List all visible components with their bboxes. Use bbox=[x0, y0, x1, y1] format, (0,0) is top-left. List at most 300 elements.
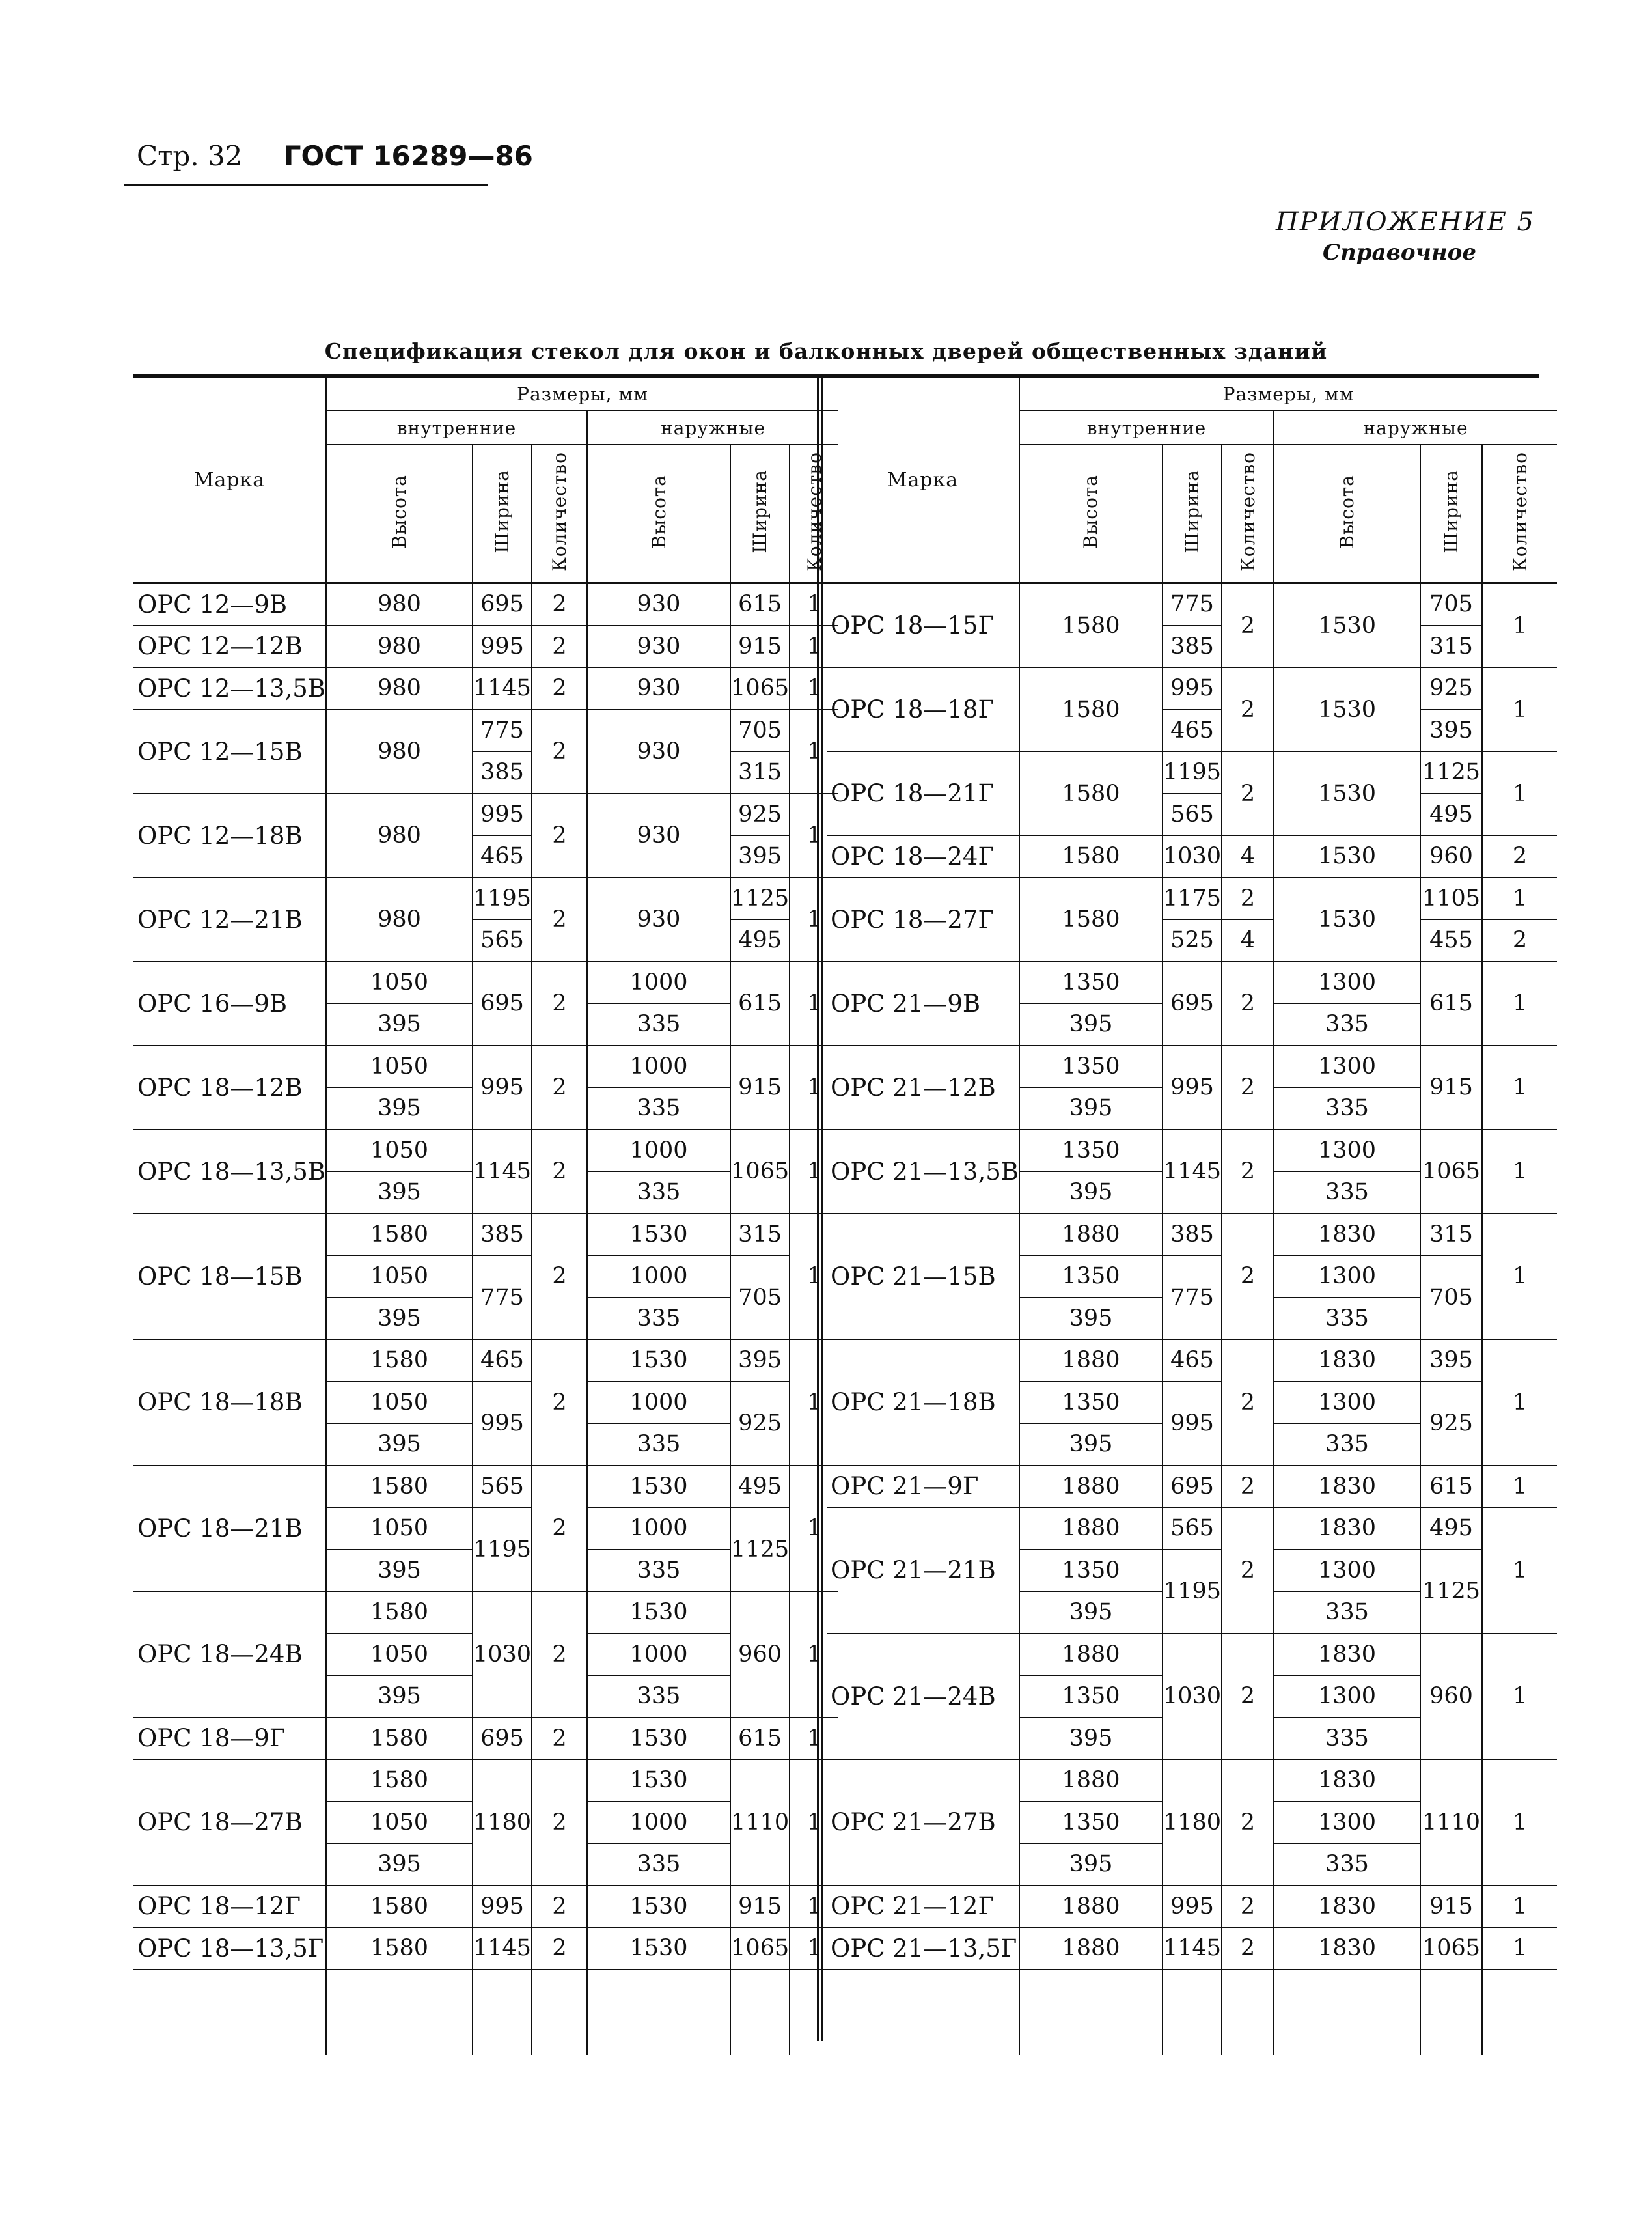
cell-ih: 1050 bbox=[326, 1046, 473, 1088]
cell-oh: 1530 bbox=[1274, 751, 1420, 835]
cell-ih: 1050 bbox=[326, 962, 473, 1004]
cell-ow: 925 bbox=[730, 1382, 790, 1466]
page-label: Стр. 32 bbox=[137, 140, 243, 172]
cell-iw: 565 bbox=[473, 1466, 532, 1508]
cell-oh: 930 bbox=[587, 710, 730, 794]
cell-oh: 335 bbox=[1274, 1298, 1420, 1340]
cell-iw: 1180 bbox=[1163, 1759, 1222, 1886]
cell-ow: 915 bbox=[1420, 1046, 1482, 1130]
cell-iw: 995 bbox=[473, 794, 532, 836]
cell-oh: 1830 bbox=[1274, 1214, 1420, 1256]
table-row bbox=[827, 1130, 1557, 1172]
cell-oh: 1530 bbox=[587, 1718, 730, 1760]
cell-iw: 465 bbox=[1163, 710, 1222, 752]
cell-ow: 1065 bbox=[730, 1927, 790, 1970]
cell-oh: 1530 bbox=[1274, 835, 1420, 878]
cell-ow: 495 bbox=[730, 1466, 790, 1508]
cell-oh: 930 bbox=[587, 667, 730, 710]
row-marka: ОРС 18—9Г bbox=[133, 1718, 326, 1760]
cell-ow: 395 bbox=[730, 835, 790, 878]
cell-ic: 2 bbox=[1222, 878, 1274, 920]
row-marka: ОРС 21—12Г bbox=[827, 1886, 1019, 1928]
cell-ow: 925 bbox=[1420, 667, 1482, 710]
empty-cell bbox=[532, 1970, 587, 2055]
cell-oh: 1000 bbox=[587, 1507, 730, 1550]
cell-oh: 1530 bbox=[587, 1339, 730, 1382]
cell-iw: 1145 bbox=[473, 667, 532, 710]
cell-oh: 1830 bbox=[1274, 1759, 1420, 1802]
cell-ic: 2 bbox=[532, 1591, 587, 1718]
cell-oc: 1 bbox=[790, 710, 838, 794]
table-row bbox=[827, 1046, 1557, 1088]
cell-oh: 335 bbox=[1274, 1718, 1420, 1760]
header-marka: Марка bbox=[827, 378, 1019, 583]
cell-ow: 1110 bbox=[730, 1759, 790, 1886]
table-row bbox=[133, 583, 838, 626]
cell-ih: 395 bbox=[326, 1423, 473, 1466]
cell-oc: 1 bbox=[790, 1591, 838, 1718]
cell-ic: 2 bbox=[532, 1759, 587, 1886]
cell-ih: 1350 bbox=[1019, 1550, 1163, 1592]
cell-ow: 495 bbox=[1420, 1507, 1482, 1550]
cell-ow: 1065 bbox=[1420, 1130, 1482, 1214]
row-marka: ОРС 18—21Г bbox=[827, 751, 1019, 835]
cell-oh: 1300 bbox=[1274, 1675, 1420, 1718]
cell-ih: 980 bbox=[326, 583, 473, 626]
cell-ow: 1125 bbox=[1420, 751, 1482, 794]
cell-ic: 2 bbox=[532, 1718, 587, 1760]
cell-iw: 695 bbox=[473, 1718, 532, 1760]
cell-oc: 2 bbox=[1482, 835, 1557, 878]
cell-ih: 1880 bbox=[1019, 1886, 1163, 1928]
cell-oh: 1830 bbox=[1274, 1927, 1420, 1970]
table-row bbox=[827, 1634, 1557, 1676]
empty-cell bbox=[587, 1970, 730, 2055]
cell-oh: 1530 bbox=[1274, 667, 1420, 751]
cell-iw: 465 bbox=[1163, 1339, 1222, 1382]
appendix-sub: Справочное bbox=[1323, 240, 1476, 266]
empty-cell bbox=[1274, 1970, 1420, 2055]
cell-iw: 1145 bbox=[1163, 1927, 1222, 1970]
cell-oh: 930 bbox=[587, 583, 730, 626]
row-marka: ОРС 18—24Г bbox=[827, 835, 1019, 878]
cell-ow: 705 bbox=[730, 1255, 790, 1339]
header-inner: внутренние bbox=[326, 411, 587, 445]
cell-oh: 1830 bbox=[1274, 1634, 1420, 1676]
table-row bbox=[827, 751, 1557, 794]
table-row bbox=[133, 1339, 838, 1382]
cell-oc: 1 bbox=[790, 794, 838, 878]
cell-ih: 1350 bbox=[1019, 1382, 1163, 1424]
cell-iw: 695 bbox=[473, 962, 532, 1046]
cell-ow: 1105 bbox=[1420, 878, 1482, 920]
table-row bbox=[133, 1718, 838, 1760]
empty-cell bbox=[326, 1970, 473, 2055]
cell-oc: 1 bbox=[1482, 1466, 1557, 1508]
cell-oh: 335 bbox=[587, 1675, 730, 1718]
table-row bbox=[133, 1466, 838, 1508]
cell-oh: 335 bbox=[587, 1423, 730, 1466]
cell-ih: 1050 bbox=[326, 1130, 473, 1172]
cell-iw: 525 bbox=[1163, 919, 1222, 962]
empty-cell bbox=[827, 1970, 1019, 2055]
row-marka: ОРС 12—13,5В bbox=[133, 667, 326, 710]
cell-ih: 395 bbox=[1019, 1003, 1163, 1046]
cell-ih: 1880 bbox=[1019, 1466, 1163, 1508]
cell-ih: 1580 bbox=[326, 1339, 473, 1382]
cell-ow: 395 bbox=[1420, 710, 1482, 752]
cell-oh: 930 bbox=[587, 878, 730, 962]
cell-oc: 1 bbox=[790, 667, 838, 710]
cell-ow: 705 bbox=[1420, 1255, 1482, 1339]
cell-ih: 395 bbox=[1019, 1843, 1163, 1886]
cell-ow: 925 bbox=[1420, 1382, 1482, 1466]
cell-ow: 315 bbox=[730, 1214, 790, 1256]
cell-ih: 1350 bbox=[1019, 1255, 1163, 1298]
cell-ow: 455 bbox=[1420, 919, 1482, 962]
cell-iw: 695 bbox=[1163, 1466, 1222, 1508]
cell-ow: 1065 bbox=[1420, 1927, 1482, 1970]
cell-iw: 1030 bbox=[1163, 835, 1222, 878]
table-row bbox=[133, 962, 838, 1004]
row-marka: ОРС 18—12Г bbox=[133, 1886, 326, 1928]
cell-oh: 1530 bbox=[587, 1886, 730, 1928]
cell-oh: 1830 bbox=[1274, 1507, 1420, 1550]
header-height: Высота bbox=[1336, 474, 1358, 549]
cell-ih: 395 bbox=[326, 1087, 473, 1130]
cell-ih: 1580 bbox=[1019, 583, 1163, 668]
row-marka: ОРС 21—13,5Г bbox=[827, 1927, 1019, 1970]
row-marka: ОРС 12—9В bbox=[133, 583, 326, 626]
cell-oc: 1 bbox=[1482, 751, 1557, 835]
cell-ic: 2 bbox=[1222, 1886, 1274, 1928]
cell-iw: 1030 bbox=[473, 1591, 532, 1718]
empty-cell bbox=[730, 1970, 790, 2055]
cell-oh: 335 bbox=[1274, 1843, 1420, 1886]
cell-ih: 395 bbox=[326, 1675, 473, 1718]
header-outer: наружные bbox=[587, 411, 838, 445]
gost-number: ГОСТ 16289—86 bbox=[283, 140, 533, 172]
table-row bbox=[133, 794, 838, 836]
cell-iw: 565 bbox=[473, 919, 532, 962]
cell-ow: 615 bbox=[1420, 962, 1482, 1046]
cell-iw: 1145 bbox=[1163, 1130, 1222, 1214]
cell-oh: 335 bbox=[587, 1003, 730, 1046]
cell-ih: 1880 bbox=[1019, 1927, 1163, 1970]
row-marka: ОРС 21—21В bbox=[827, 1507, 1019, 1634]
cell-oh: 1300 bbox=[1274, 1046, 1420, 1088]
cell-ih: 395 bbox=[326, 1298, 473, 1340]
cell-ow: 315 bbox=[730, 751, 790, 794]
table-row bbox=[133, 1886, 838, 1928]
cell-ih: 395 bbox=[326, 1843, 473, 1886]
cell-ih: 395 bbox=[1019, 1423, 1163, 1466]
cell-iw: 775 bbox=[473, 710, 532, 752]
cell-oc: 1 bbox=[1482, 1927, 1557, 1970]
cell-ih: 980 bbox=[326, 667, 473, 710]
cell-oc: 1 bbox=[1482, 583, 1557, 668]
cell-ic: 2 bbox=[532, 583, 587, 626]
table-row bbox=[827, 1339, 1557, 1382]
cell-oh: 1300 bbox=[1274, 1802, 1420, 1844]
cell-ih: 1880 bbox=[1019, 1339, 1163, 1382]
appendix-label: ПРИЛОЖЕНИЕ 5 bbox=[1275, 207, 1535, 237]
cell-iw: 1145 bbox=[473, 1130, 532, 1214]
row-marka: ОРС 18—18В bbox=[133, 1339, 326, 1466]
cell-ic: 2 bbox=[532, 878, 587, 962]
cell-ih: 395 bbox=[326, 1003, 473, 1046]
header-sizes: Размеры, мм bbox=[1019, 378, 1557, 411]
header-count: Количество bbox=[549, 451, 571, 572]
cell-ih: 1580 bbox=[1019, 751, 1163, 835]
cell-oh: 1530 bbox=[587, 1466, 730, 1508]
cell-oh: 1530 bbox=[1274, 583, 1420, 668]
cell-ow: 315 bbox=[1420, 626, 1482, 668]
cell-iw: 565 bbox=[1163, 1507, 1222, 1550]
cell-oc: 1 bbox=[1482, 1046, 1557, 1130]
row-marka: ОРС 21—13,5В bbox=[827, 1130, 1019, 1214]
table-row bbox=[133, 1759, 838, 1802]
cell-ow: 1125 bbox=[1420, 1550, 1482, 1634]
cell-ic: 2 bbox=[1222, 667, 1274, 751]
cell-iw: 1195 bbox=[1163, 751, 1222, 794]
cell-oc: 1 bbox=[1482, 1886, 1557, 1928]
cell-ic: 2 bbox=[1222, 1130, 1274, 1214]
spec-table-right bbox=[827, 378, 1557, 2055]
cell-oh: 930 bbox=[587, 794, 730, 878]
cell-ih: 1580 bbox=[326, 1466, 473, 1508]
row-marka: ОРС 21—12В bbox=[827, 1046, 1019, 1130]
row-marka: ОРС 21—15В bbox=[827, 1214, 1019, 1340]
cell-ih: 980 bbox=[326, 626, 473, 668]
cell-ic: 2 bbox=[1222, 962, 1274, 1046]
cell-iw: 1195 bbox=[473, 878, 532, 920]
cell-ic: 2 bbox=[1222, 1339, 1274, 1466]
cell-oh: 1530 bbox=[1274, 878, 1420, 962]
cell-ih: 1350 bbox=[1019, 962, 1163, 1004]
cell-oc: 1 bbox=[790, 1339, 838, 1466]
cell-ih: 395 bbox=[326, 1171, 473, 1214]
cell-oh: 1530 bbox=[587, 1927, 730, 1970]
cell-ic: 2 bbox=[1222, 1214, 1274, 1340]
cell-iw: 995 bbox=[473, 1046, 532, 1130]
cell-ow: 615 bbox=[730, 1718, 790, 1760]
cell-ow: 615 bbox=[1420, 1466, 1482, 1508]
cell-ow: 495 bbox=[1420, 794, 1482, 836]
cell-oh: 1530 bbox=[587, 1214, 730, 1256]
cell-ow: 960 bbox=[730, 1591, 790, 1718]
cell-ih: 980 bbox=[326, 794, 473, 878]
cell-ic: 2 bbox=[532, 1130, 587, 1214]
cell-ih: 395 bbox=[1019, 1087, 1163, 1130]
cell-oh: 335 bbox=[1274, 1003, 1420, 1046]
cell-ih: 395 bbox=[1019, 1171, 1163, 1214]
header-marka: Марка bbox=[133, 378, 326, 583]
cell-iw: 995 bbox=[1163, 667, 1222, 710]
row-marka: ОРС 12—12В bbox=[133, 626, 326, 668]
cell-oc: 1 bbox=[1482, 1759, 1557, 1886]
row-marka: ОРС 18—21В bbox=[133, 1466, 326, 1592]
table-row bbox=[827, 583, 1557, 626]
cell-ow: 615 bbox=[730, 583, 790, 626]
table-row bbox=[133, 667, 838, 710]
cell-oc: 1 bbox=[790, 1718, 838, 1760]
empty-cell bbox=[1019, 1970, 1163, 2055]
cell-ih: 1580 bbox=[1019, 835, 1163, 878]
cell-oh: 1000 bbox=[587, 1382, 730, 1424]
page-title: Спецификация стекол для окон и балконных дверей общественных зданий bbox=[324, 339, 1328, 364]
table-row bbox=[133, 1214, 838, 1256]
table-row bbox=[827, 1927, 1557, 1970]
cell-ih: 1050 bbox=[326, 1634, 473, 1676]
table-row bbox=[827, 1886, 1557, 1928]
cell-oh: 1830 bbox=[1274, 1886, 1420, 1928]
cell-iw: 465 bbox=[473, 835, 532, 878]
cell-ih: 1050 bbox=[326, 1802, 473, 1844]
cell-ic: 2 bbox=[532, 710, 587, 794]
cell-ic: 2 bbox=[1222, 1466, 1274, 1508]
cell-iw: 995 bbox=[1163, 1046, 1222, 1130]
cell-ow: 915 bbox=[1420, 1886, 1482, 1928]
cell-ic: 2 bbox=[1222, 1634, 1274, 1760]
cell-ih: 395 bbox=[1019, 1591, 1163, 1634]
cell-iw: 1030 bbox=[1163, 1634, 1222, 1760]
cell-oh: 1000 bbox=[587, 1634, 730, 1676]
cell-iw: 1175 bbox=[1163, 878, 1222, 920]
cell-iw: 385 bbox=[473, 751, 532, 794]
cell-oh: 1300 bbox=[1274, 1255, 1420, 1298]
empty-cell bbox=[1222, 1970, 1274, 2055]
table-padding-row bbox=[133, 1970, 838, 2055]
cell-oh: 1830 bbox=[1274, 1339, 1420, 1382]
header-width: Ширина bbox=[491, 469, 513, 553]
cell-ih: 1580 bbox=[326, 1214, 473, 1256]
cell-ih: 1350 bbox=[1019, 1802, 1163, 1844]
table-row bbox=[133, 1927, 838, 1970]
empty-cell bbox=[1420, 1970, 1482, 2055]
cell-ih: 1880 bbox=[1019, 1507, 1163, 1550]
cell-ic: 4 bbox=[1222, 919, 1274, 962]
cell-ih: 1580 bbox=[1019, 878, 1163, 962]
cell-ow: 915 bbox=[730, 626, 790, 668]
header-height: Высота bbox=[388, 474, 410, 549]
cell-ow: 315 bbox=[1420, 1214, 1482, 1256]
cell-oh: 1300 bbox=[1274, 1130, 1420, 1172]
table-row bbox=[133, 878, 838, 920]
cell-oc: 1 bbox=[1482, 1339, 1557, 1466]
cell-ow: 705 bbox=[1420, 583, 1482, 626]
row-marka: ОРС 21—24В bbox=[827, 1634, 1019, 1760]
cell-ow: 960 bbox=[1420, 1634, 1482, 1760]
cell-oc: 1 bbox=[790, 962, 838, 1046]
header-rule bbox=[124, 184, 488, 186]
header-width: Ширина bbox=[1181, 469, 1203, 553]
cell-ih: 1050 bbox=[326, 1382, 473, 1424]
cell-ic: 2 bbox=[532, 1927, 587, 1970]
header-sizes: Размеры, мм bbox=[326, 378, 838, 411]
cell-ic: 2 bbox=[1222, 1046, 1274, 1130]
cell-oc: 1 bbox=[790, 1466, 838, 1592]
cell-iw: 995 bbox=[473, 626, 532, 668]
cell-ow: 1065 bbox=[730, 1130, 790, 1214]
cell-iw: 695 bbox=[473, 583, 532, 626]
cell-iw: 775 bbox=[1163, 583, 1222, 626]
header-width: Ширина bbox=[749, 469, 771, 553]
cell-oc: 1 bbox=[790, 583, 838, 626]
table-padding-row bbox=[827, 1970, 1557, 2055]
cell-oh: 1530 bbox=[587, 1591, 730, 1634]
cell-ow: 925 bbox=[730, 794, 790, 836]
table-row bbox=[827, 878, 1557, 920]
row-marka: ОРС 18—15В bbox=[133, 1214, 326, 1340]
cell-oh: 1530 bbox=[587, 1759, 730, 1802]
empty-cell bbox=[473, 1970, 532, 2055]
cell-iw: 995 bbox=[473, 1886, 532, 1928]
header-height: Высота bbox=[648, 474, 670, 549]
cell-oc: 1 bbox=[790, 1927, 838, 1970]
cell-iw: 465 bbox=[473, 1339, 532, 1382]
cell-oc: 1 bbox=[1482, 1634, 1557, 1760]
cell-ic: 2 bbox=[532, 1046, 587, 1130]
row-marka: ОРС 18—12В bbox=[133, 1046, 326, 1130]
cell-oh: 335 bbox=[587, 1550, 730, 1592]
cell-oh: 1000 bbox=[587, 1046, 730, 1088]
cell-ow: 915 bbox=[730, 1046, 790, 1130]
table-row bbox=[827, 667, 1557, 710]
table-row bbox=[133, 1130, 838, 1172]
cell-ow: 1125 bbox=[730, 1507, 790, 1591]
cell-oc: 1 bbox=[1482, 1214, 1557, 1340]
row-marka: ОРС 12—18В bbox=[133, 794, 326, 878]
cell-ih: 1580 bbox=[326, 1718, 473, 1760]
row-marka: ОРС 12—15В bbox=[133, 710, 326, 794]
table-row bbox=[827, 962, 1557, 1004]
cell-ic: 4 bbox=[1222, 835, 1274, 878]
row-marka: ОРС 18—24В bbox=[133, 1591, 326, 1718]
cell-ih: 1580 bbox=[326, 1886, 473, 1928]
header-inner: внутренние bbox=[1019, 411, 1274, 445]
cell-ih: 1580 bbox=[326, 1759, 473, 1802]
cell-ic: 2 bbox=[1222, 1759, 1274, 1886]
cell-ow: 615 bbox=[730, 962, 790, 1046]
table-body-right bbox=[827, 583, 1557, 2055]
cell-ih: 1050 bbox=[326, 1255, 473, 1298]
cell-oh: 1000 bbox=[587, 1255, 730, 1298]
cell-oc: 1 bbox=[1482, 1130, 1557, 1214]
cell-ow: 705 bbox=[730, 710, 790, 752]
cell-ih: 1580 bbox=[326, 1591, 473, 1634]
cell-oc: 1 bbox=[1482, 1507, 1557, 1634]
cell-oh: 1300 bbox=[1274, 1382, 1420, 1424]
cell-ic: 2 bbox=[1222, 583, 1274, 668]
cell-oc: 1 bbox=[790, 1130, 838, 1214]
cell-ih: 395 bbox=[326, 1550, 473, 1592]
cell-ic: 2 bbox=[1222, 1507, 1274, 1634]
row-marka: ОРС 12—21В bbox=[133, 878, 326, 962]
cell-iw: 1145 bbox=[473, 1927, 532, 1970]
row-marka: ОРС 18—13,5В bbox=[133, 1130, 326, 1214]
cell-ih: 1880 bbox=[1019, 1634, 1163, 1676]
cell-iw: 995 bbox=[473, 1382, 532, 1466]
row-marka: ОРС 16—9В bbox=[133, 962, 326, 1046]
cell-ic: 2 bbox=[532, 794, 587, 878]
cell-oc: 1 bbox=[790, 626, 838, 668]
cell-ow: 1110 bbox=[1420, 1759, 1482, 1886]
row-marka: ОРС 18—15Г bbox=[827, 583, 1019, 668]
cell-ic: 2 bbox=[532, 667, 587, 710]
table-row bbox=[827, 1507, 1557, 1550]
cell-oc: 1 bbox=[790, 1759, 838, 1886]
